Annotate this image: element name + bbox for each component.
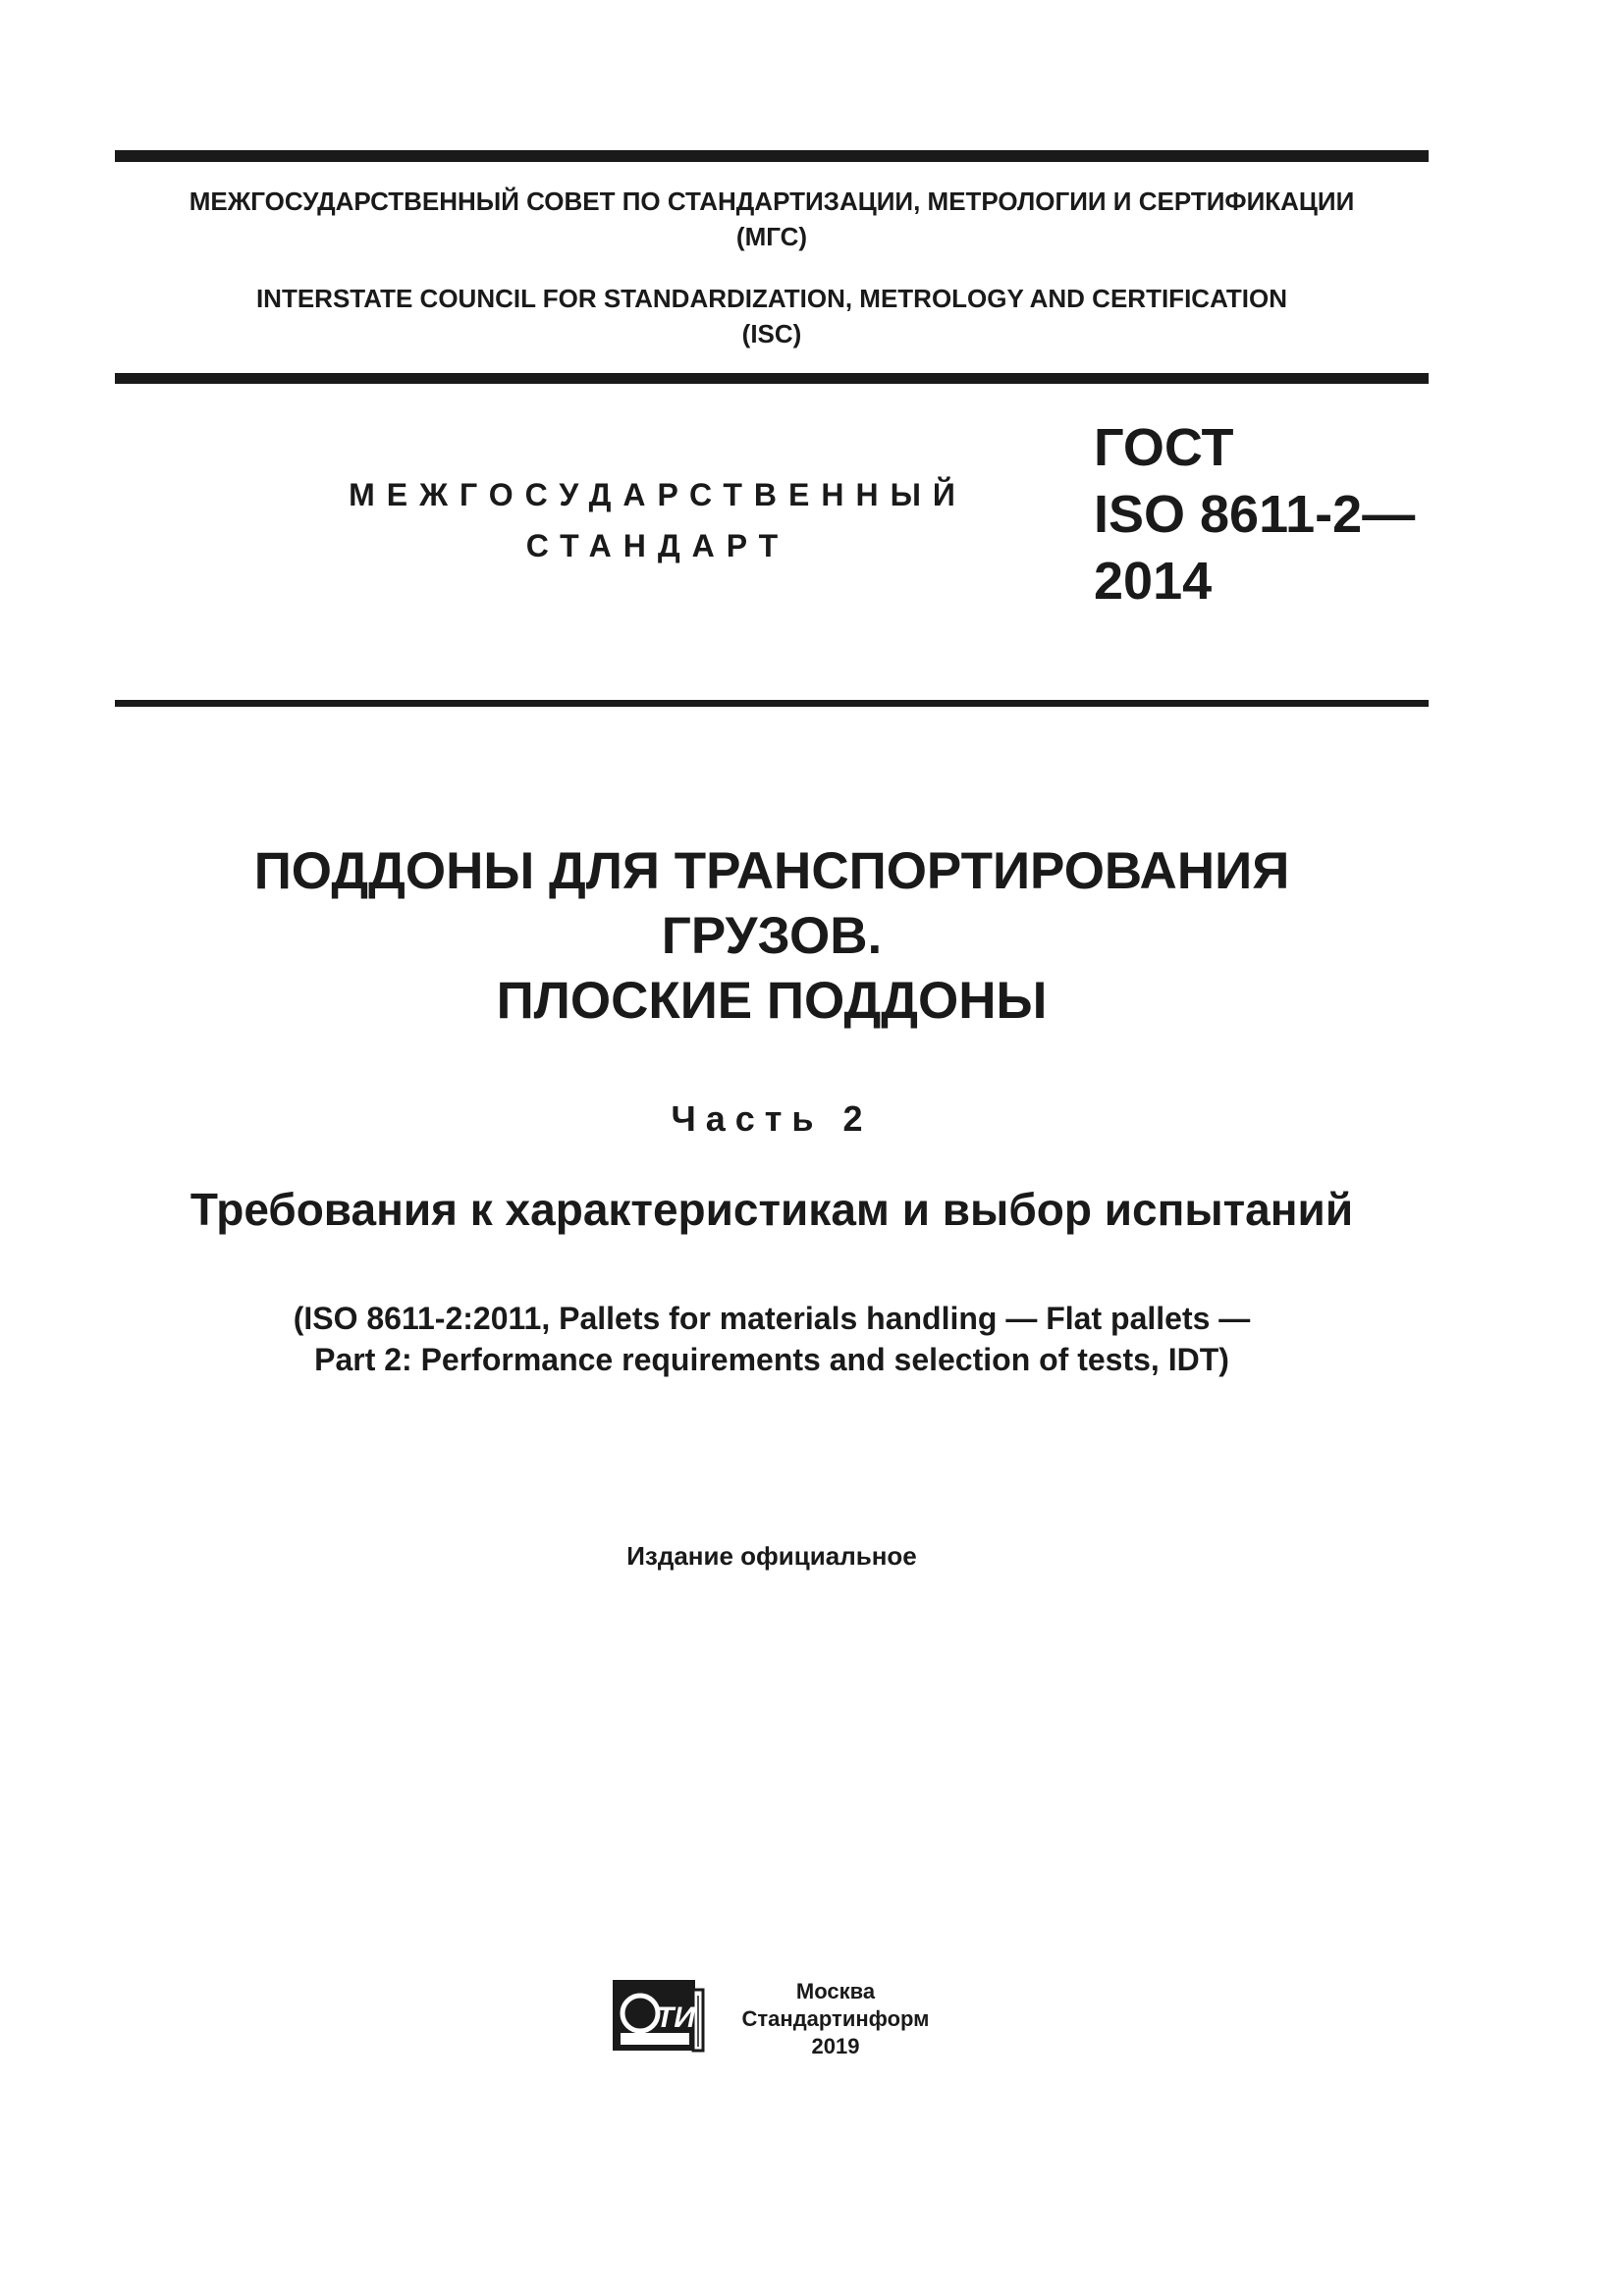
publisher-logo-icon bbox=[611, 1978, 705, 2053]
publisher-name: Стандартинформ bbox=[741, 2006, 930, 2031]
title-line-2: ГРУЗОВ. bbox=[661, 907, 883, 965]
part-subtitle: Требования к характеристикам и выбор испытаний bbox=[189, 1184, 1354, 1235]
middle-divider bbox=[115, 373, 1429, 384]
title-line-1: ПОДДОНЫ ДЛЯ ТРАНСПОРТИРОВАНИЯ bbox=[253, 842, 1290, 900]
council-name-ru bbox=[115, 184, 1429, 254]
iso-reference bbox=[115, 1298, 1429, 1380]
designation-gost: ГОСТ bbox=[1094, 418, 1234, 477]
iso-reference-line-1: (ISO 8611-2:2011, Pallets for materials handling — Flat pallets — bbox=[293, 1301, 1251, 1336]
label-line-2: СТАНДАРТ bbox=[525, 528, 790, 563]
council-name-en bbox=[115, 281, 1429, 351]
council-ru-abbr: (МГС) bbox=[735, 222, 808, 251]
part-label: Часть 2 bbox=[671, 1098, 873, 1139]
logo-text: ТИ bbox=[656, 2002, 695, 2034]
top-divider bbox=[115, 150, 1429, 162]
publisher-info bbox=[723, 1978, 948, 2060]
council-en-abbr: (ISC) bbox=[741, 319, 802, 348]
iso-reference-line-2: Part 2: Performance requirements and selection of tests, IDT) bbox=[314, 1342, 1229, 1377]
council-en-title: INTERSTATE COUNCIL FOR STANDARDIZATION, METROLOGY AND CERTIFICATION bbox=[255, 284, 1288, 313]
lower-divider bbox=[115, 700, 1429, 707]
label-line-1: МЕЖГОСУДАРСТВЕННЫЙ bbox=[349, 477, 967, 512]
publisher-city: Москва bbox=[795, 1979, 876, 2003]
title-line-3: ПЛОСКИЕ ПОДДОНЫ bbox=[496, 972, 1048, 1030]
edition-label: Издание официальное bbox=[626, 1541, 917, 1571]
interstate-standard-label bbox=[324, 469, 992, 571]
standard-designation bbox=[1094, 414, 1415, 614]
designation-number: ISO 8611-2— bbox=[1094, 485, 1416, 544]
designation-year: 2014 bbox=[1094, 552, 1213, 611]
council-ru-title: МЕЖГОСУДАРСТВЕННЫЙ СОВЕТ ПО СТАНДАРТИЗАЦИИ, МЕТРОЛОГИИ И СЕРТИФИКАЦИИ bbox=[189, 187, 1355, 216]
document-title bbox=[115, 839, 1429, 1034]
publisher-year: 2019 bbox=[811, 2034, 860, 2058]
